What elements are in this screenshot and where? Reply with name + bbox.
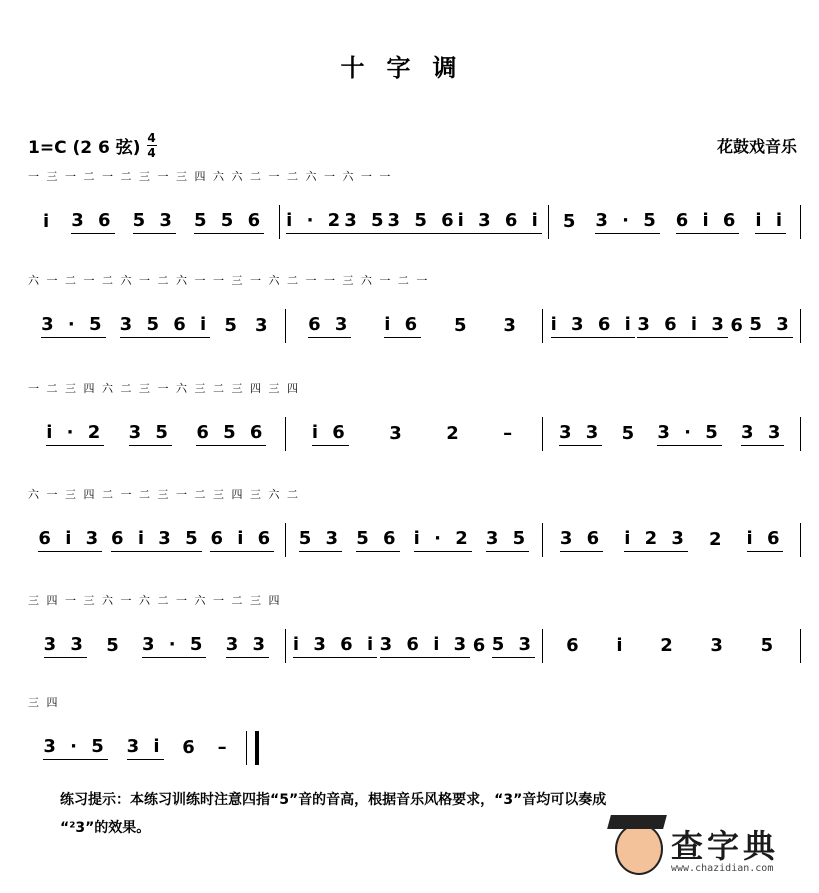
practice-tip-line-2: “²3”的效果。	[60, 820, 151, 836]
note-group: 3 5 6 i	[120, 314, 211, 338]
note-group: 3 6	[560, 528, 603, 552]
measure	[28, 520, 285, 560]
key-text: 1=C (2 6 弦)	[28, 138, 141, 158]
measure	[286, 520, 543, 560]
note-group: i · 2	[286, 210, 344, 234]
note-group: 5	[454, 314, 471, 336]
note-group: 5 3	[299, 528, 342, 552]
note-group: 3 5 6	[388, 210, 458, 234]
graduation-cap-icon	[607, 815, 667, 829]
note-group: i 3 6 i	[293, 634, 377, 658]
logo-url: www.chazidian.com	[671, 863, 774, 874]
note-group: 3	[389, 422, 406, 444]
note-group: 3 3	[741, 422, 784, 446]
note-group: –	[503, 422, 517, 444]
note-group: 5	[760, 634, 778, 656]
note-group: i 3 6 i	[551, 314, 635, 338]
staff-line	[28, 520, 801, 560]
note-group: 3 · 5	[41, 314, 105, 338]
site-logo	[609, 815, 809, 885]
note-group: 3 · 5	[142, 634, 206, 658]
note-group: i	[43, 210, 54, 232]
note-group: 3 · 5	[657, 422, 721, 446]
note-group: 3 6	[71, 210, 114, 234]
time-signature	[147, 132, 157, 159]
note-group: 6 i 6	[676, 210, 740, 234]
note-group: 5	[106, 634, 123, 656]
note-group: 3	[503, 314, 520, 336]
fingering-line: 三 四	[28, 696, 60, 709]
note-group: i 6	[747, 528, 784, 552]
note-group: 5 3	[492, 634, 535, 658]
staff-line	[28, 202, 801, 242]
staff-line	[28, 728, 259, 768]
barline	[800, 205, 801, 239]
fingering-line: 六 一 二 一 二 六 一 二 六 一 一 三 一 六 二 一 一 三 六 一 二 一	[28, 274, 430, 287]
mascot-icon	[615, 823, 663, 875]
note-group: 3 i	[127, 736, 164, 760]
measure	[28, 414, 285, 454]
note-group: 6	[566, 634, 583, 656]
score-row	[0, 694, 819, 794]
logo-text: 查字典	[671, 827, 780, 865]
note-group: 5 3	[749, 314, 792, 338]
fingering-line: 一 三 一 二 一 二 三 一 三 四 六 六 二 一 二 六 一 六 一 一	[28, 170, 393, 183]
meter-bottom: 4	[147, 146, 156, 160]
note-group: i · 2	[414, 528, 472, 552]
note-group: i 2 3	[624, 528, 688, 552]
score-row	[0, 380, 819, 480]
note-group: 3 6 i 3	[380, 634, 471, 658]
fingering-line: 一 二 三 四 六 二 三 一 六 三 二 三 四 三 四	[28, 382, 300, 395]
note-group: 3 5	[486, 528, 529, 552]
measure	[543, 414, 800, 454]
note-group: 3 3	[559, 422, 602, 446]
barline	[246, 731, 259, 765]
note-group: 5 6	[356, 528, 399, 552]
measure	[543, 626, 800, 666]
note-group: i 6	[312, 422, 349, 446]
note-group: 5	[224, 314, 241, 336]
fingering-line: 六 一 三 四 二 一 二 三 一 二 三 四 三 六 二	[28, 488, 300, 501]
note-group: 3 6 i 3	[637, 314, 728, 338]
barline	[800, 523, 801, 557]
page-title: 十字调	[340, 54, 479, 82]
note-group: 5 3	[133, 210, 176, 234]
note-group: 6 i 3	[38, 528, 102, 552]
measure	[543, 306, 800, 346]
note-group: 5	[621, 422, 639, 444]
note-group: 2	[660, 634, 677, 656]
measure	[549, 202, 800, 242]
note-group: 3 5	[344, 210, 387, 234]
note-group: i 6	[384, 314, 421, 338]
score-row	[0, 592, 819, 692]
note-group: –	[217, 736, 231, 758]
score-row	[0, 272, 819, 372]
note-group: 3 · 5	[43, 736, 107, 760]
fingering-line: 三 四 一 三 六 一 六 二 一 六 一 二 三 四	[28, 594, 282, 607]
note-group: 3 3	[44, 634, 87, 658]
note-group: i i	[755, 210, 786, 234]
note-group: i · 2	[46, 422, 104, 446]
measure	[543, 520, 800, 560]
note-group: 3	[255, 314, 272, 336]
note-group: 6	[472, 634, 490, 656]
score-row	[0, 168, 819, 268]
measure	[286, 414, 543, 454]
note-group: 6 5 6	[196, 422, 266, 446]
barline	[800, 309, 801, 343]
barline	[800, 629, 801, 663]
measure	[280, 202, 548, 242]
measure	[286, 626, 543, 666]
score-row	[0, 486, 819, 586]
note-group: 6 i 6	[210, 528, 274, 552]
key-signature	[28, 132, 157, 159]
measure	[28, 306, 285, 346]
composer-label: 花鼓戏音乐	[716, 137, 797, 156]
note-group: 3 · 5	[595, 210, 659, 234]
staff-line	[28, 414, 801, 454]
note-group: 3	[710, 634, 727, 656]
measure	[28, 728, 246, 768]
note-group: 3 3	[226, 634, 269, 658]
note-group: i	[616, 634, 627, 656]
note-group: 6 i 3 5	[111, 528, 202, 552]
note-group: 5 5 6	[194, 210, 264, 234]
measure	[28, 202, 279, 242]
note-group: 6	[730, 314, 747, 336]
practice-tip-line-1: 练习提示：本练习训练时注意四指“5”音的音高，根据音乐风格要求，“3”音均可以奏成	[60, 792, 607, 808]
staff-line	[28, 306, 801, 346]
note-group: 6	[182, 736, 199, 758]
measure	[28, 626, 285, 666]
note-group: 5	[562, 210, 580, 232]
staff-line	[28, 626, 801, 666]
note-group: 2	[446, 422, 463, 444]
barline	[800, 417, 801, 451]
note-group: i 3 6 i	[458, 210, 542, 234]
note-group: 3 5	[129, 422, 172, 446]
note-group: 2	[708, 528, 726, 550]
measure	[286, 306, 543, 346]
meter-top: 4	[147, 131, 156, 145]
note-group: 6 3	[308, 314, 351, 338]
